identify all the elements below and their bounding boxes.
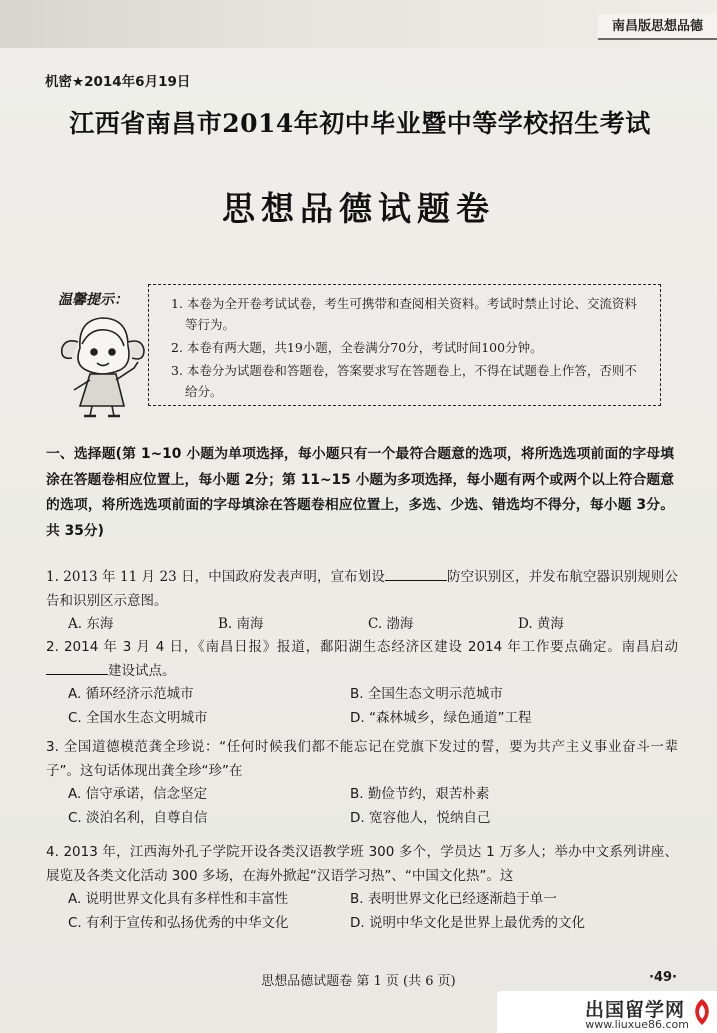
answer-blank bbox=[385, 567, 447, 581]
question-1 bbox=[46, 566, 678, 637]
option-a: A. 信守承诺，信念坚定 bbox=[68, 786, 208, 802]
watermark-site-name: 出国留学网 bbox=[584, 999, 685, 1021]
question-2 bbox=[46, 636, 678, 730]
option-c: C. 全国水生态文明城市 bbox=[68, 709, 208, 726]
option-d: D. 黄海 bbox=[518, 616, 564, 632]
question-3-stem: 3. 全国道德模范龚全珍说：“任何时候我们都不能忘记在党旗下发过的誓，要为共产主义事业奋斗一辈子”。这句话体现出龚全珍“珍”在 bbox=[46, 739, 678, 779]
option-a: A. 说明世界文化具有多样性和丰富性 bbox=[68, 891, 289, 907]
exam-title: 江西省南昌市2014年初中毕业暨中等学校招生考试 bbox=[69, 109, 651, 138]
page-footer: 思想品德试题卷 第 1 页 (共 6 页) bbox=[261, 974, 456, 989]
option-c: C. 有利于宣传和弘扬优秀的中华文化 bbox=[68, 914, 289, 931]
question-2-stem-a: 2. 2014 年 3 月 4 日，《南昌日报》报道，鄱阳湖生态经济区建设 2014 年工作要点确定。南昌启动 bbox=[46, 639, 678, 655]
question-3 bbox=[46, 736, 678, 830]
page-number: ·49· bbox=[649, 970, 677, 985]
question-2-stem bbox=[46, 636, 678, 683]
option-b: B. 表明世界文化已经逐渐趋于单一 bbox=[350, 891, 557, 907]
option-d: D. 宽容他人，悦纳自己 bbox=[350, 809, 491, 826]
question-4-options bbox=[46, 888, 678, 935]
question-4 bbox=[46, 841, 678, 935]
section-heading: 一、选择题(第 1~10 小题为单项选择，每小题只有一个最符合题意的选项，将所选选项前面的字母填涂在答题卷相应位置上，每小题 2分；第 11~15 小题为多项选择，每小题有两个或两个以上符合题意的选项，将所选选项前面的字母填涂在答题卷相应位置上，多选、少选、错选均不得分，每小题 3分。共 35分) bbox=[46, 446, 674, 539]
site-watermark bbox=[497, 991, 717, 1033]
tip-item-2: 2. 本卷有两大题，共19小题，全卷满分70分，考试时间100分钟。 bbox=[171, 340, 543, 355]
option-b: B. 南海 bbox=[218, 616, 264, 632]
question-1-stem bbox=[46, 566, 678, 613]
question-3-options bbox=[46, 783, 678, 830]
question-1-options bbox=[46, 613, 678, 637]
option-c: C. 淡泊名利，自尊自信 bbox=[68, 809, 208, 826]
tips-label: 温馨提示： bbox=[58, 292, 128, 308]
confidential-date: 机密★2014年6月19日 bbox=[45, 74, 191, 90]
watermark-url bbox=[585, 1018, 689, 1031]
question-2-stem-b: 建设试点。 bbox=[108, 662, 176, 679]
tip-item-3: 3. 本卷分为试题卷和答题卷，答案要求写在答题卷上，不得在试题卷上作答，否则不给分。 bbox=[171, 363, 637, 399]
tips-box bbox=[148, 284, 661, 406]
question-2-options bbox=[46, 683, 678, 730]
option-c: C. 渤海 bbox=[368, 616, 414, 632]
option-a: A. 循环经济示范城市 bbox=[68, 686, 194, 702]
question-1-stem-a: 1. 2013 年 11 月 23 日，中国政府发表声明，宣布划设 bbox=[46, 569, 385, 585]
option-a: A. 东海 bbox=[68, 616, 114, 632]
subject-title: 思想品德试题卷 bbox=[222, 189, 495, 228]
cartoon-girl-illustration bbox=[50, 308, 154, 418]
watermark-logo-icon bbox=[689, 997, 715, 1027]
answer-blank bbox=[46, 661, 108, 675]
option-b: B. 勤俭节约，艰苦朴素 bbox=[350, 786, 490, 802]
watermark-url-text: www.liuxue86.com bbox=[585, 1018, 689, 1031]
option-d: D. 说明中华文化是世界上最优秀的文化 bbox=[350, 914, 585, 931]
question-1-stem-b: 防空识别区，并发布航空器识别规则公告和识别区示意图。 bbox=[46, 569, 679, 609]
tip-item-1: 1. 本卷为全开卷考试试卷，考生可携带和查阅相关资料。考试时禁止讨论、交流资料等行为。 bbox=[171, 296, 637, 332]
question-4-stem: 4. 2013 年，江西海外孔子学院开设各类汉语教学班 300 多个，学员达 1 万多人；举办中文系列讲座、展览及各类文化活动 300 多场，在海外掀起“汉语学习热”、“中国文化热”。这 bbox=[46, 844, 678, 884]
option-d: D. “森林城乡，绿色通道”工程 bbox=[350, 709, 532, 726]
option-b: B. 全国生态文明示范城市 bbox=[350, 686, 503, 702]
header-edition-tag: 南昌版思想品德 bbox=[598, 14, 717, 40]
